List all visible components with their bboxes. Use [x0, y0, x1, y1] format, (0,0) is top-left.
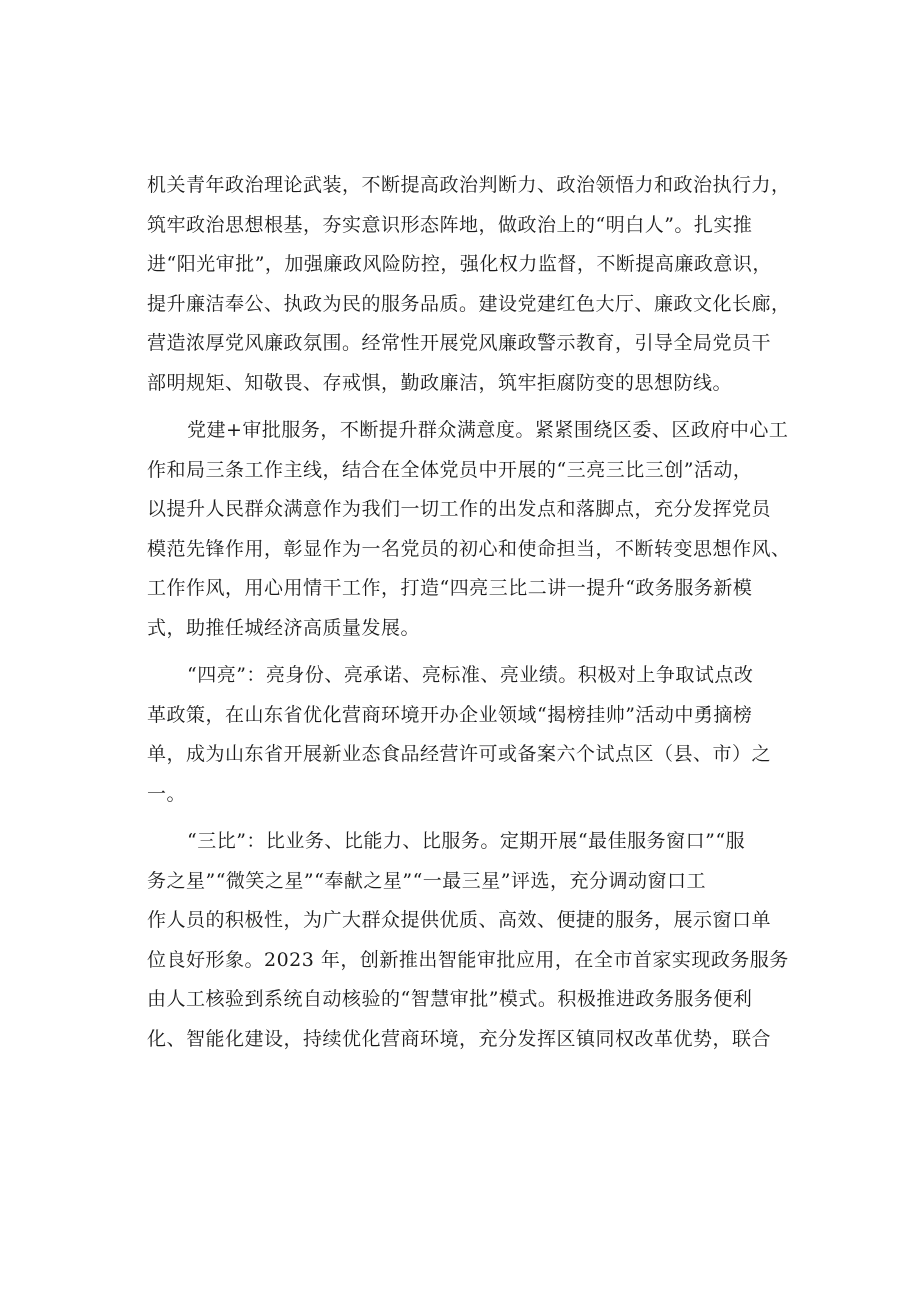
text-line: 筑牢政治思想根基，夯实意识形态阵地，做政治上的“明白人”。扎实推 [147, 213, 753, 236]
text-line: 机关青年政治理论武装，不断提高政治判断力、政治领悟力和政治执行力， [147, 174, 791, 196]
text-line: “四亮”：亮身份、亮承诺、亮标准、亮业绩。积极对上争取试点改 [187, 664, 754, 686]
text-line: 由人工核验到系统自动核验的“智慧审批”模式。积极推进政务服务便利 [147, 988, 753, 1010]
text-line: 工作作风，用心用情干工作，打造“四亮三比二讲一提升“政务服务新模 [147, 577, 753, 599]
paragraph-2 [147, 411, 807, 648]
text-line: 位良好形象。2023 年，创新推出智能审批应用，在全市首家实现政务服务 [147, 948, 789, 971]
text-line: 革政策，在山东省优化营商环境开办企业领域“揭榜挂帅”活动中勇摘榜 [147, 703, 753, 726]
text-line: 模范先锋作用，彰显作为一名党员的初心和使命担当，不断转变思想作风、 [147, 537, 791, 560]
document-body [147, 166, 807, 1067]
paragraph-1 [147, 166, 807, 403]
text-line: 化、智能化建设，持续优化营商环境，充分发挥区镇同权改革优势，联合 [147, 1027, 772, 1050]
text-line: 进“阳光审批”，加强廉政风险防控，强化权力监督，不断提高廉政意识， [147, 253, 772, 275]
text-line: 作和局三条工作主线，结合在全体党员中开展的“三亮三比三创”活动， [147, 458, 753, 481]
text-line: 党建+审批服务，不断提升群众满意度。紧紧围绕区委、区政府中心工 [187, 419, 789, 441]
paragraph-4 [147, 822, 807, 1059]
text-line: 务之星”“微笑之星”“奉献之星”“一最三星”评选，充分调动窗口工 [147, 869, 706, 892]
text-line: 以提升人民群众满意作为我们一切工作的出发点和落脚点，充分发挥党员 [147, 498, 772, 520]
text-line: 部明规矩、知敬畏、存戒惧，勤政廉洁，筑牢拒腐防变的思想防线。 [147, 371, 733, 394]
text-line: 式，助推任城经济高质量发展。 [147, 616, 421, 639]
text-line: 一。 [147, 782, 187, 805]
paragraph-3 [147, 656, 807, 814]
text-line: 营造浓厚党风廉政氛围。经常性开展党风廉政警示教育，引导全局党员干 [147, 332, 772, 354]
text-line: 单，成为山东省开展新业态食品经营许可或备案六个试点区（县、市）之 [147, 743, 772, 765]
text-line: 提升廉洁奉公、执政为民的服务品质。建设党建红色大厅、廉政文化长廊， [147, 292, 791, 315]
text-line: “三比”：比业务、比能力、比服务。定期开展“最佳服务窗口”“服 [187, 830, 746, 852]
text-line: 作人员的积极性，为广大群众提供优质、高效、便捷的服务，展示窗口单 [147, 909, 772, 931]
